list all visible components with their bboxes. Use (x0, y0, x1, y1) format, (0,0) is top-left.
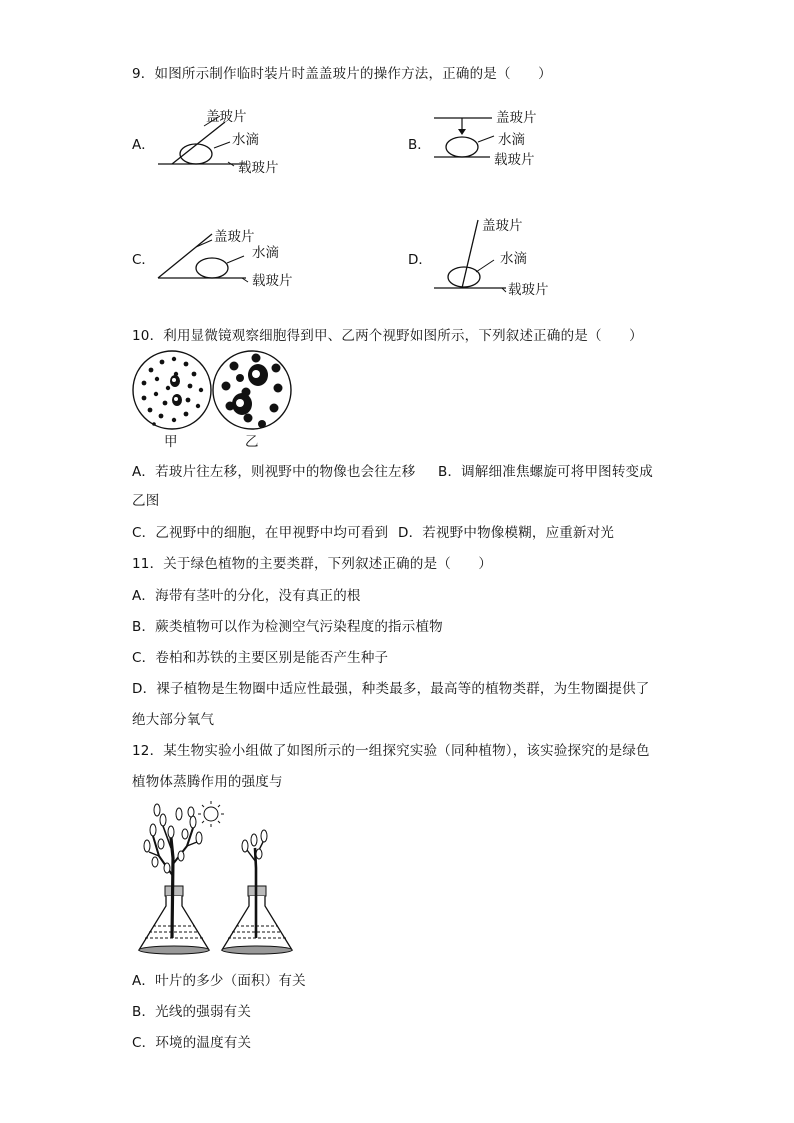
q9-figure-d (406, 214, 586, 302)
q11-stem: 11．关于绿色植物的主要类群，下列叙述正确的是（ ） (132, 556, 493, 572)
svg-text:水滴: 水滴 (498, 132, 525, 148)
q9-figure-a (130, 104, 310, 184)
cover-slip-line (158, 234, 212, 278)
svg-text:载玻片: 载玻片 (238, 160, 279, 176)
cover-slip-line (462, 220, 478, 288)
water-drop (196, 258, 228, 278)
q12-stem-cont: 植物体蒸腾作用的强度与 (132, 774, 283, 790)
q12-option-a: A．叶片的多少（面积）有关 (132, 973, 306, 989)
q9-option-b-label: B． (408, 137, 431, 153)
field-yi (213, 351, 291, 429)
q11-option-d-cont: 绝大部分氧气 (132, 712, 215, 728)
q9-option-a-label: A． (132, 137, 155, 153)
svg-text:盖玻片: 盖玻片 (496, 110, 537, 126)
q11-option-c: C．卷柏和苏铁的主要区别是能否产生种子 (132, 650, 389, 666)
q9-option-c-label: C． (132, 252, 155, 268)
q9-option-d-label: D． (408, 252, 432, 268)
q10-option-c: C．乙视野中的细胞，在甲视野中均可看到 (132, 525, 389, 541)
svg-text:水滴: 水滴 (500, 251, 527, 267)
q9-figure-b (406, 104, 586, 184)
q12-figure (135, 798, 295, 963)
q12-stem: 12．某生物实验小组做了如图所示的一组探究实验（同种植物），该实验探究的是绿色 (132, 743, 650, 759)
svg-text:载玻片: 载玻片 (252, 273, 293, 289)
field-jia (133, 351, 211, 429)
q11-option-b: B．蕨类植物可以作为检测空气污染程度的指示植物 (132, 619, 443, 635)
svg-text:盖玻片: 盖玻片 (206, 109, 247, 125)
q10-figure (130, 348, 290, 452)
q10-option-d: D．若视野中物像模糊，应重新对光 (398, 525, 615, 541)
label-yi: 乙 (245, 434, 259, 450)
q10-option-a: A．若玻片往左移，则视野中的物像也会往左移 (132, 464, 416, 480)
svg-text:盖玻片: 盖玻片 (482, 218, 523, 234)
svg-text:水滴: 水滴 (252, 245, 279, 261)
q10-stem: 10．利用显微镜观察细胞得到甲、乙两个视野如图所示，下列叙述正确的是（ ） (132, 328, 643, 344)
q12-option-c: C．环境的温度有关 (132, 1035, 252, 1051)
q11-option-d: D．裸子植物是生物圈中适应性最强，种类最多，最高等的植物类群，为生物圈提供了 (132, 681, 650, 697)
q10-option-b-cont: 乙图 (132, 493, 160, 509)
svg-text:水滴: 水滴 (232, 132, 259, 148)
q12-option-b: B．光线的强弱有关 (132, 1004, 252, 1020)
svg-text:载玻片: 载玻片 (508, 282, 549, 298)
water-drop (446, 137, 478, 157)
q9-stem: 9．如图所示制作临时装片时盖盖玻片的操作方法，正确的是（ ） (132, 66, 552, 82)
sun-icon (198, 801, 224, 827)
svg-text:盖玻片: 盖玻片 (214, 229, 255, 245)
q11-option-a: A．海带有茎叶的分化，没有真正的根 (132, 588, 361, 604)
svg-text:载玻片: 载玻片 (494, 152, 535, 168)
q9-figure-c (130, 226, 310, 306)
cover-slip-line (172, 122, 225, 164)
label-jia: 甲 (164, 434, 178, 450)
q10-option-b: B．调解细准焦螺旋可将甲图转变成 (438, 464, 653, 480)
